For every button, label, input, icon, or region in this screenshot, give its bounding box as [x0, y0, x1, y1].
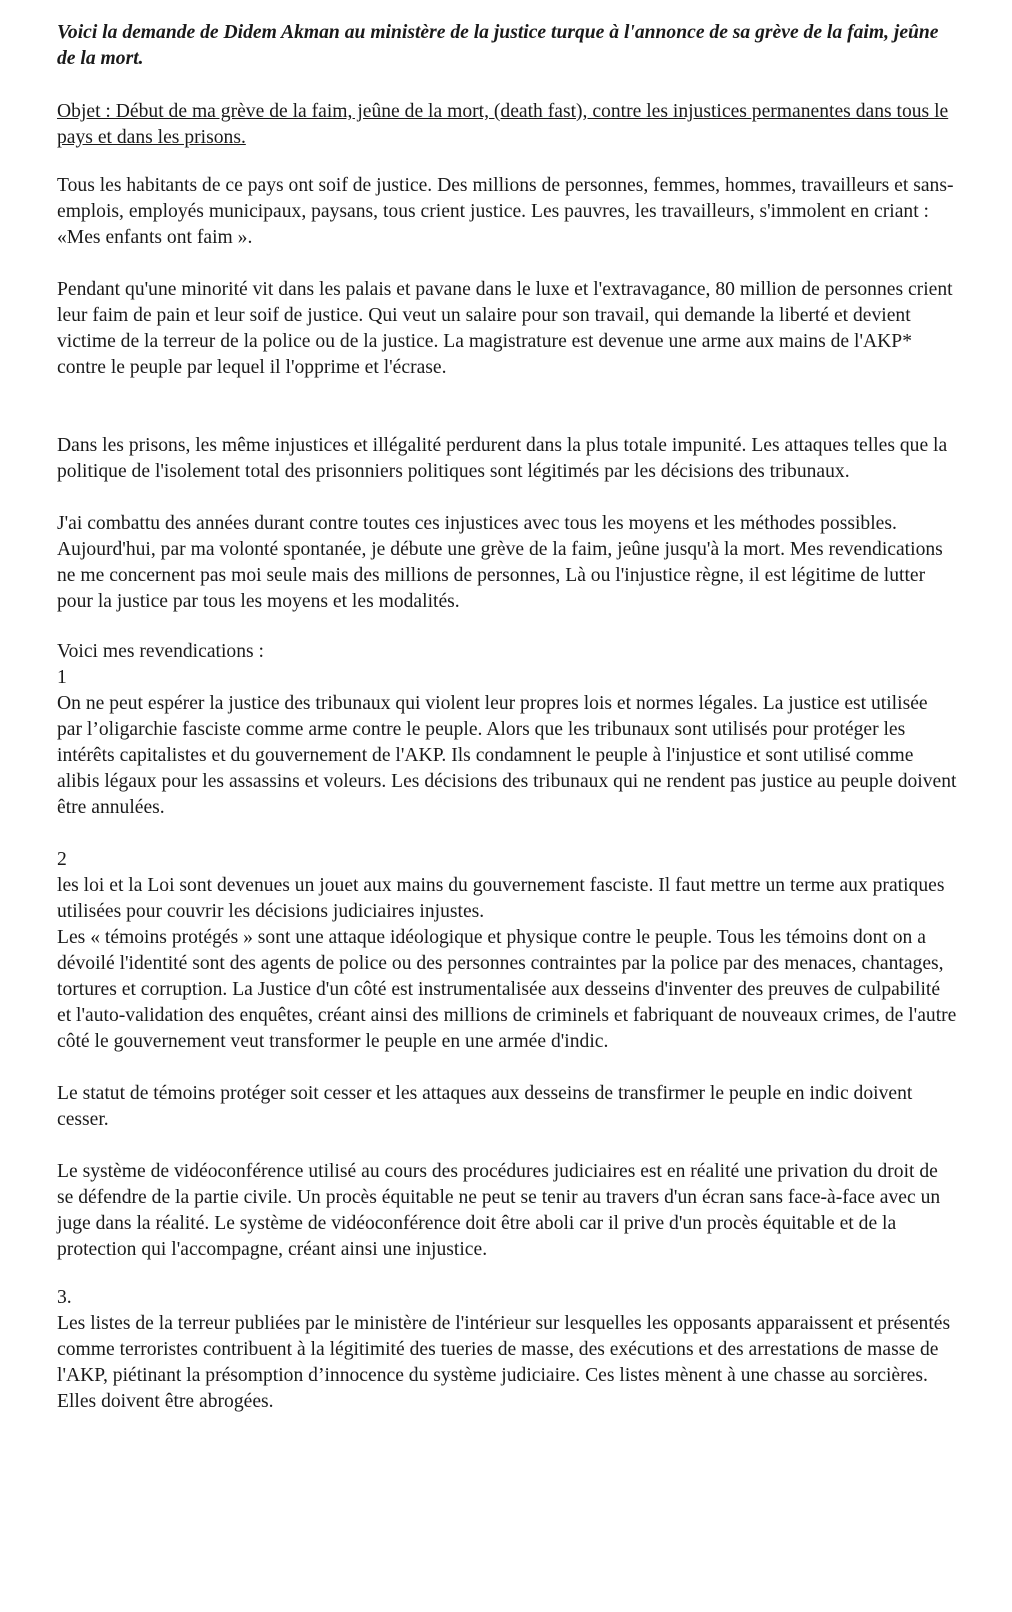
demand-2-text-protected-witnesses: Les « témoins protégés » sont une attaque idéologique et physique contre le peuple. Tous les témoins dont on a dévoilé l'identité sont des agents de police ou des personnes contraintes par la police par des menaces, chantages, tortures et corruption. La Justice d'un côté est instrumentalisée aux desseins d'inventer des preuves de culpabilité et l'auto-validation des enquêtes, créant ainsi des millions de criminels et fabriquant de nouveaux crimes, de l'autre côté le gouvernement veut transformer le peuple en une armée d'indic. [57, 927, 957, 1052]
paragraph-minority-luxury: Pendant qu'une minorité vit dans les palais et pavane dans le luxe et l'extravagance, 80 million de personnes crient leur faim de pain et leur soif de justice. Qui veut un salaire pour son travail, qui demande la liberté et devient victime de la terreur de la police ou de la justice. La magistrature est devenue une arme aux mains de l'AKP* contre le peuple par lequel il l'opprime et l'écrase. [57, 279, 953, 378]
demand-2-number: 2 [57, 849, 67, 870]
document-heading: Voici la demande de Didem Akman au ministère de la justice turque à l'annonce de sa grève de la faim, jeûne de la mort. [57, 22, 939, 69]
demand-1-number: 1 [57, 667, 67, 688]
paragraph-prisons: Dans les prisons, les même injustices et illégalité perdurent dans la plus totale impunité. Les attaques telles que la politique de l'isolement total des prisonniers politiques sont légitimés par les décisions des tribunaux. [57, 435, 948, 482]
demand-1-text: On ne peut espérer la justice des tribunaux qui violent leur propres lois et normes légales. La justice est utilisée par l’oligarchie fasciste comme arme contre le peuple. Alors que les tribunaux sont utilisés pour protéger les intérêts capitalistes et du gouvernement de l'AKP. Ils condamnent le peuple à l'injustice et sont utilisé comme alibis légaux pour les assassins et voleurs. Les décisions des tribunaux qui ne rendent pas justice au peuple doivent être annulées. [57, 693, 957, 818]
document-page [57, 20, 957, 1415]
letter-subject: Objet : Début de ma grève de la faim, jeûne de la mort, (death fast), contre les injustices permanentes dans tous le pays et dans les prisons. [57, 101, 949, 148]
demands-intro: Voici mes revendications : [57, 641, 264, 662]
demand-3-number: 3. [57, 1287, 72, 1308]
demand-3-text: Les listes de la terreur publiées par le ministère de l'intérieur sur lesquelles les opposants apparaissent et présentés comme terroristes contribuent à la légitimité des tueries de masse, des exécutions et des arrestations de masse de l'AKP, piétinant la présomption d’innocence du système judiciaire. Ces listes mènent à une chasse au sorcières. Elles doivent être abrogées. [57, 1313, 951, 1412]
demand-2-text-witness-status: Le statut de témoins protéger soit cesser et les attaques aux desseins de transfirmer le peuple en indic doivent cesser. [57, 1083, 913, 1130]
demand-2-text-laws: les loi et la Loi sont devenues un jouet aux mains du gouvernement fasciste. Il faut mettre un terme aux pratiques utilisées pour couvrir les décisions judiciaires injustes. [57, 875, 945, 922]
demand-2-text-videoconference: Le système de vidéoconférence utilisé au cours des procédures judiciaires est en réalité une privation du droit de se défendre de la partie civile. Un procès équitable ne peut se tenir au travers d'un écran sans face-à-face avec un juge dans la réalité. Le système de vidéoconférence doit être aboli car il prive d'un procès équitable et de la protection qui l'accompagne, créant ainsi une injustice. [57, 1161, 941, 1260]
paragraph-thirst-for-justice: Tous les habitants de ce pays ont soif de justice. Des millions de personnes, femmes, hommes, travailleurs et sans-emplois, employés municipaux, paysans, tous crient justice. Les pauvres, les travailleurs, s'immolent en criant : «Mes enfants ont faim ». [57, 175, 954, 248]
paragraph-hunger-strike: J'ai combattu des années durant contre toutes ces injustices avec tous les moyens et les méthodes possibles. Aujourd'hui, par ma volonté spontanée, je débute une grève de la faim, jeûne jusqu'à la mort. Mes revendications ne me concernent pas moi seule mais des millions de personnes, Là ou l'injustice règne, il est légitime de lutter pour la justice par tous les moyens et les modalités. [57, 513, 943, 612]
